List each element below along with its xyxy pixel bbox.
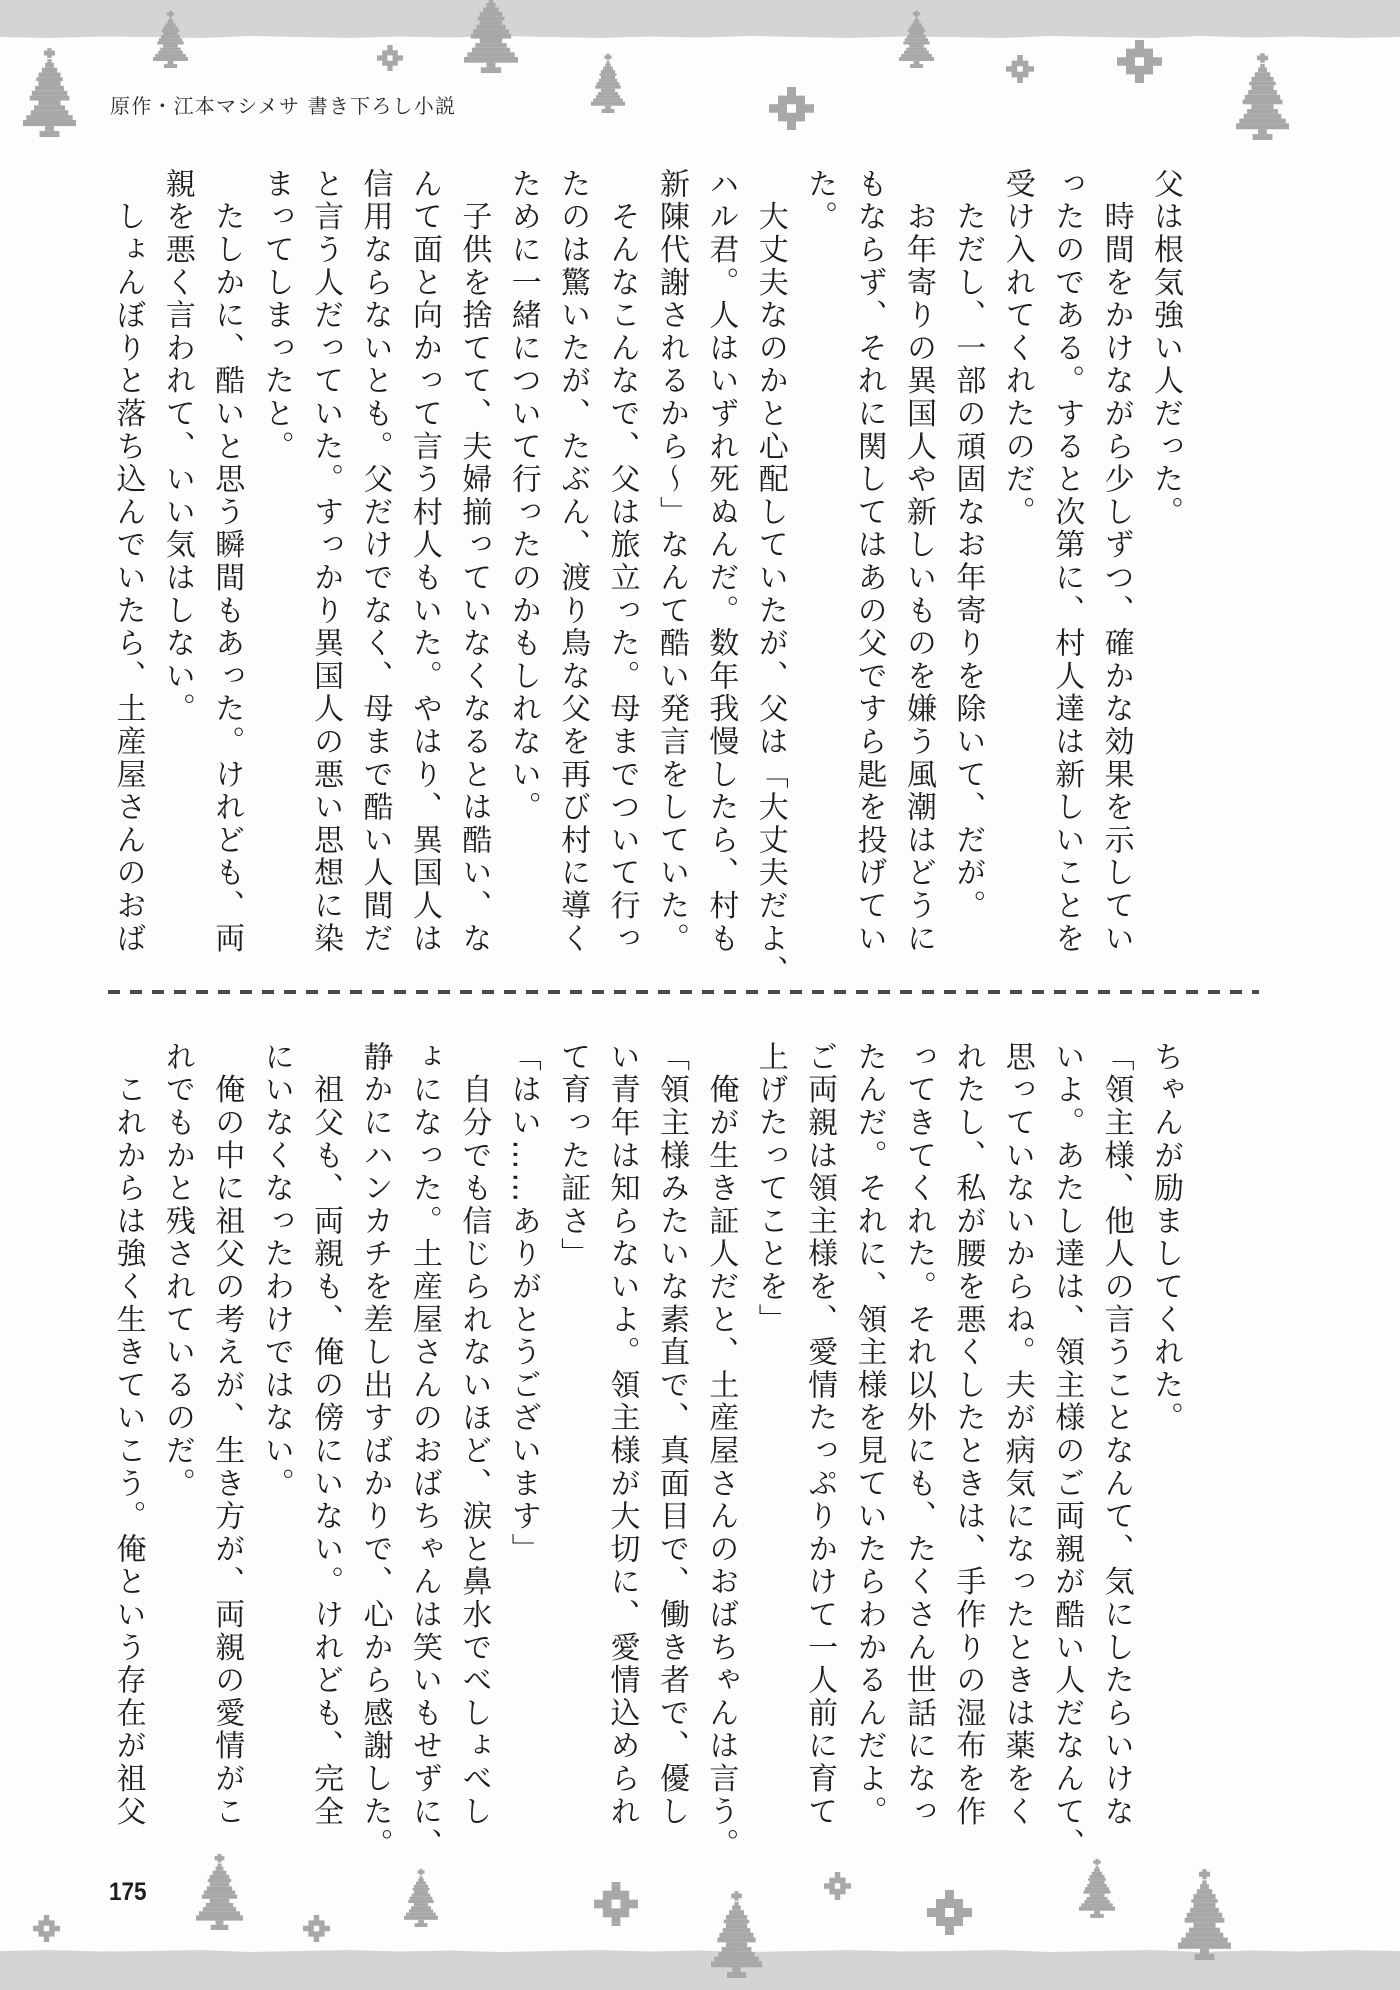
text-column: ご両親は領主様を、愛情たっぷりかけて一人前に育て (802, 1041, 838, 1829)
tree-icon (899, 10, 934, 68)
text-column: にいなくなったわけではない。 (258, 1041, 294, 1501)
snowflake-icon (377, 45, 403, 71)
snowflake-icon (303, 1915, 330, 1942)
text-column: い青年は知らないよ。領主様が大切に、愛情込められ (604, 1041, 640, 1829)
text-column: たんだ。それに、領主様を見ていたらわかるんだよ。 (851, 1041, 887, 1829)
text-column: これからは強く生きていこう。俺という存在が祖父 (110, 1041, 146, 1829)
snowflake-icon (1006, 55, 1034, 83)
top-border-band (0, 0, 1400, 40)
tree-icon (591, 53, 625, 113)
text-column: と言う人だっていた。すっかり異国人の悪い思想に染 (308, 168, 344, 956)
snowflake-icon (33, 1915, 60, 1942)
text-column: 時間をかけながら少しずつ、確かな効果を示してい (1098, 168, 1134, 956)
text-column: 俺の中に祖父の考えが、生き方が、両親の愛情がこ (209, 1041, 245, 1829)
text-column: れでもかと残されているのだ。 (159, 1041, 195, 1501)
text-column: 祖父も、両親も、俺の傍にいない。けれども、完全 (308, 1041, 344, 1829)
tree-icon (153, 10, 188, 68)
text-column: 上げたってことを」 (752, 1041, 788, 1337)
text-column: ハル君。人はいずれ死ぬんだ。数年我慢したら、村も (703, 168, 739, 956)
text-column: 新陳代謝されるから〜」なんて酷い発言をしていた。 (653, 168, 689, 956)
tree-icon (23, 47, 76, 137)
text-column: そんなこんなで、父は旅立った。母までついて行っ (604, 168, 640, 956)
text-column: 父は根気強い人だった。 (1148, 168, 1183, 529)
snowflake-icon (1117, 40, 1162, 83)
tree-icon (1236, 52, 1289, 140)
text-column: 「はい……ありがとうございます」 (505, 1041, 541, 1566)
section-divider (108, 990, 1259, 994)
page-number: 175 (109, 1878, 147, 1906)
text-column: お年寄りの異国人や新しいものを嫌う風潮はどうに (900, 168, 936, 956)
tree-icon (464, 0, 518, 73)
bottom-text-block (103, 1041, 1190, 1901)
text-column: いよ。あたし達は、領主様のご両親が酷い人だなんて、 (1049, 1041, 1085, 1861)
text-column: 自分でも信じられないほど、涙と鼻水でべしょべし (456, 1041, 492, 1829)
text-column: 大丈夫なのかと心配していたが、父は「大丈夫だよ、 (752, 168, 788, 988)
text-column: 思っていないからね。夫が病気になったときは薬をく (999, 1041, 1035, 1829)
text-column: たしかに、酷いと思う瞬間もあった。けれども、両 (209, 168, 245, 956)
text-column: もならず、それに関してはあの父ですら匙を投げてい (851, 168, 887, 956)
text-column: て育った証さ」 (555, 1041, 591, 1271)
text-column: ったのである。すると次第に、村人達は新しいことを (1049, 168, 1085, 956)
text-column: んて面と向かって言う村人もいた。やはり、異国人は (406, 168, 442, 956)
text-column: た。 (802, 168, 838, 234)
text-column: 信用ならないとも。父だけでなく、母まで酷い人間だ (357, 168, 393, 956)
text-column: たのは驚いたが、たぶん、渡り鳥な父を再び村に導く (555, 168, 591, 956)
snowflake-icon (769, 87, 814, 130)
text-column: まってしまったと。 (258, 168, 294, 464)
text-column: ょになった。土産屋さんのおばちゃんは笑いもせずに、 (406, 1041, 442, 1861)
top-text-block (103, 168, 1190, 1028)
text-column: ために一緒について行ったのかもしれない。 (505, 168, 541, 824)
text-column: 受け入れてくれたのだ。 (999, 168, 1035, 529)
text-column: 「領主様、他人の言うことなんて、気にしたらいけな (1098, 1041, 1134, 1829)
text-column: 俺が生き証人だと、土産屋さんのおばちゃんは言う。 (703, 1041, 739, 1861)
tree-icon (711, 1890, 762, 1978)
running-header: 原作・江本マシメサ 書き下ろし小説 (110, 94, 457, 118)
text-column: ただし、一部の頑固なお年寄りを除いて、だが。 (950, 168, 986, 923)
text-column: 静かにハンカチを差し出すばかりで、心から感謝した。 (357, 1041, 393, 1861)
text-column: ってきてくれた。それ以外にも、たくさん世話になっ (900, 1041, 936, 1829)
text-column: ちゃんが励ましてくれた。 (1148, 1041, 1183, 1435)
text-column: しょんぼりと落ち込んでいたら、土産屋さんのおば (110, 168, 146, 956)
text-column: れたし、私が腰を悪くしたときは、手作りの湿布を作 (950, 1041, 986, 1829)
text-column: 「領主様みたいな素直で、真面目で、働き者で、優し (653, 1041, 689, 1829)
text-column: 子供を捨てて、夫婦揃っていなくなるとは酷い、な (456, 168, 492, 956)
text-column: 親を悪く言われて、いい気はしない。 (159, 168, 195, 726)
